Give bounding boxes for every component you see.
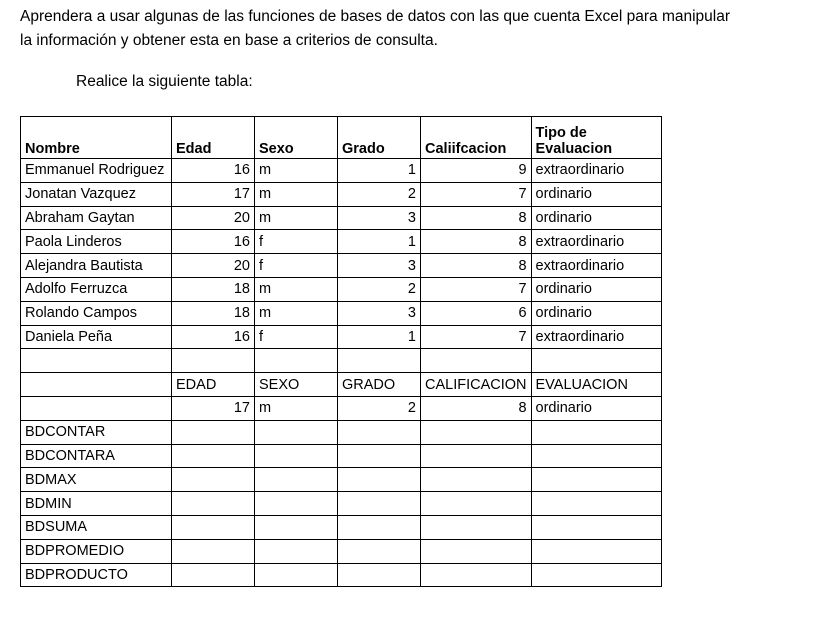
function-result-cell [338,492,421,516]
criteria-header: SEXO [255,373,338,397]
cell-calificacion: 8 [421,206,532,230]
cell-sexo: m [255,182,338,206]
function-result-cell [338,420,421,444]
function-result-cell [255,492,338,516]
criteria-value: 8 [421,396,532,420]
cell-sexo: f [255,230,338,254]
function-result-cell [172,563,255,587]
function-result-cell [172,515,255,539]
instruction-text: Realice la siguiente tabla: [76,73,253,90]
function-result-cell [421,563,532,587]
table-row [21,325,662,349]
table-row [21,182,662,206]
table-row [21,230,662,254]
cell-grado: 3 [338,254,421,278]
header-tipo-line-1: Tipo de [535,125,587,141]
function-name: BDCONTAR [21,420,172,444]
function-result-cell [338,539,421,563]
cell-edad: 18 [172,277,255,301]
function-name: BDMAX [21,468,172,492]
table-row [21,254,662,278]
function-result-cell [338,563,421,587]
function-row [21,420,662,444]
criteria-header: EVALUACION [531,373,661,397]
empty-cell [531,349,661,373]
criteria-header: CALIFICACION [421,373,532,397]
cell-calificacion: 6 [421,301,532,325]
table-row [21,159,662,183]
criteria-header-row [21,373,662,397]
cell-grado: 2 [338,277,421,301]
function-result-cell [531,539,661,563]
cell-grado: 2 [338,182,421,206]
empty-cell [338,349,421,373]
function-result-cell [531,420,661,444]
function-result-cell [172,444,255,468]
intro-text [20,5,800,53]
cell-nombre: Jonatan Vazquez [21,182,172,206]
function-result-cell [255,468,338,492]
cell-tipo: extraordinario [531,230,661,254]
cell-sexo: m [255,301,338,325]
cell-tipo: extraordinario [531,254,661,278]
function-row [21,492,662,516]
function-result-cell [255,563,338,587]
function-result-cell [172,468,255,492]
function-row [21,468,662,492]
header-tipo-line-2: Evaluacion [535,141,613,157]
cell-grado: 3 [338,301,421,325]
function-result-cell [338,515,421,539]
empty-cell [421,349,532,373]
function-result-cell [255,444,338,468]
cell-sexo: f [255,254,338,278]
table-row [21,206,662,230]
cell-grado: 3 [338,206,421,230]
function-row [21,444,662,468]
function-result-cell [531,492,661,516]
function-name: BDPROMEDIO [21,539,172,563]
cell-edad: 16 [172,230,255,254]
function-result-cell [421,420,532,444]
function-row [21,539,662,563]
empty-cell [172,349,255,373]
cell-tipo: extraordinario [531,325,661,349]
cell-sexo: m [255,277,338,301]
function-name: BDCONTARA [21,444,172,468]
function-result-cell [421,444,532,468]
empty-cell [255,349,338,373]
cell-edad: 17 [172,182,255,206]
criteria-header: GRADO [338,373,421,397]
cell-tipo: ordinario [531,301,661,325]
cell-grado: 1 [338,325,421,349]
cell-nombre: Emmanuel Rodriguez [21,159,172,183]
cell-tipo: ordinario [531,206,661,230]
empty-row [21,349,662,373]
cell-calificacion: 7 [421,277,532,301]
cell-nombre: Alejandra Bautista [21,254,172,278]
header-tipo-evaluacion [531,117,661,159]
cell-calificacion: 9 [421,159,532,183]
header-nombre: Nombre [21,117,172,159]
function-result-cell [531,444,661,468]
function-result-cell [255,539,338,563]
function-result-cell [172,420,255,444]
empty-cell [21,373,172,397]
function-result-cell [172,539,255,563]
cell-edad: 20 [172,206,255,230]
cell-nombre: Rolando Campos [21,301,172,325]
criteria-value-row [21,396,662,420]
criteria-value: 17 [172,396,255,420]
cell-calificacion: 7 [421,182,532,206]
table-row [21,277,662,301]
function-row [21,563,662,587]
criteria-value: ordinario [531,396,661,420]
criteria-header: EDAD [172,373,255,397]
cell-sexo: m [255,206,338,230]
cell-edad: 20 [172,254,255,278]
function-result-cell [531,563,661,587]
function-result-cell [338,444,421,468]
function-result-cell [255,515,338,539]
cell-sexo: f [255,325,338,349]
cell-tipo: ordinario [531,277,661,301]
header-sexo: Sexo [255,117,338,159]
header-grado: Grado [338,117,421,159]
function-row [21,515,662,539]
cell-nombre: Adolfo Ferruzca [21,277,172,301]
empty-cell [21,396,172,420]
cell-calificacion: 7 [421,325,532,349]
student-database-table [20,116,662,587]
function-result-cell [338,468,421,492]
cell-grado: 1 [338,159,421,183]
function-result-cell [421,468,532,492]
function-result-cell [421,515,532,539]
function-result-cell [172,492,255,516]
function-result-cell [421,492,532,516]
cell-edad: 16 [172,325,255,349]
function-result-cell [255,420,338,444]
cell-calificacion: 8 [421,230,532,254]
header-calificacion: Caliifcacion [421,117,532,159]
function-name: BDPRODUCTO [21,563,172,587]
cell-nombre: Abraham Gaytan [21,206,172,230]
header-edad: Edad [172,117,255,159]
empty-cell [21,349,172,373]
table-row [21,301,662,325]
cell-calificacion: 8 [421,254,532,278]
cell-nombre: Daniela Peña [21,325,172,349]
cell-tipo: extraordinario [531,159,661,183]
function-result-cell [421,539,532,563]
cell-sexo: m [255,159,338,183]
criteria-value: m [255,396,338,420]
function-name: BDSUMA [21,515,172,539]
criteria-value: 2 [338,396,421,420]
function-name: BDMIN [21,492,172,516]
cell-edad: 18 [172,301,255,325]
intro-line-1: Aprendera a usar algunas de las funciones de bases de datos con las que cuenta Excel para manipular [20,8,731,25]
header-row [21,117,662,159]
function-result-cell [531,515,661,539]
cell-grado: 1 [338,230,421,254]
cell-edad: 16 [172,159,255,183]
cell-nombre: Paola Linderos [21,230,172,254]
cell-tipo: ordinario [531,182,661,206]
intro-line-2: la información y obtener esta en base a criterios de consulta. [20,32,438,49]
function-result-cell [531,468,661,492]
